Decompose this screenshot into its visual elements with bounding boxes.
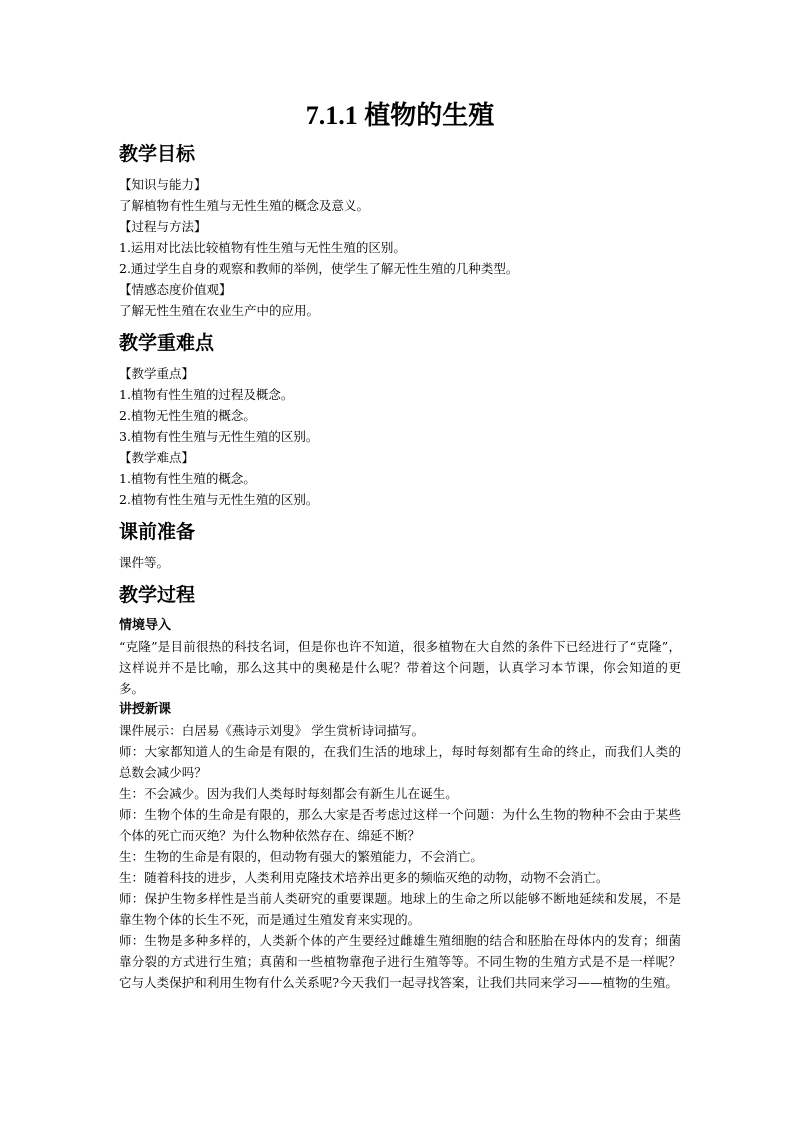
focus-label: 【教学重点】 [119,366,195,381]
difficulty-item: 1.植物有性生殖的概念。 [119,471,256,486]
process-item: 2.通过学生自身的观察和教师的举例，使学生了解无性生殖的几种类型。 [119,261,519,276]
dialogue-paragraph: 课件展示：白居易《燕诗示刘叟》 学生赏析诗词描写。 [119,723,425,738]
focus-item: 1.植物有性生殖的过程及概念。 [119,387,294,402]
difficulty-item: 2.植物有性生殖与无性生殖的区别。 [119,492,319,507]
process-label: 【过程与方法】 [119,219,207,234]
attitude-text: 了解无性生殖在农业生产中的应用。 [119,303,320,318]
dialogue-paragraph: 生：随着科技的进步，人类利用克隆技术培养出更多的频临灭绝的动物，动物不会消亡。 [119,870,609,885]
section-key-points [119,329,681,510]
section-preparation [119,518,681,573]
section-objectives [119,140,681,321]
section-heading-key-points: 教学重难点 [119,332,215,354]
dialogue-paragraph: 师：生物个体的生命是有限的，那么大家是否考虑过这样一个问题：为什么生物的物种不会由于某些个体的死亡而灭绝？为什么物种依然存在、绵延不断？ [119,807,681,843]
document-title: 7.1.1 植物的生殖 [305,101,495,130]
process-item: 1.运用对比法比较植物有性生殖与无性生殖的区别。 [119,240,406,255]
difficulty-label: 【教学难点】 [119,450,195,465]
new-lesson-label: 讲授新课 [119,702,172,717]
preparation-text: 课件等。 [119,555,170,570]
attitude-label: 【情感态度价值观】 [119,282,232,297]
section-process [119,581,681,993]
intro-text: “克隆”是目前很热的科技名词，但是你也许不知道，很多植物在大自然的条件下已经进行了“克隆”，这样说并不是比喻，那么这其中的奥秘是什么呢？带着这个问题，认真学习本节课，你会知道的更多。 [119,639,681,696]
focus-item: 2.植物无性生殖的概念。 [119,408,256,423]
dialogue-paragraph: 生：不会减少。因为我们人类每时每刻都会有新生儿在诞生。 [119,786,458,801]
knowledge-text: 了解植物有性生殖与无性生殖的概念及意义。 [119,198,370,213]
dialogue-paragraph: 生：生物的生命是有限的，但动物有强大的繁殖能力，不会消亡。 [119,849,483,864]
dialogue-paragraph: 师：生物是多种多样的，人类新个体的产生要经过雌雄生殖细胞的结合和胚胎在母体内的发育；细菌靠分裂的方式进行生殖；真菌和一些植物靠孢子进行生殖等等。不同生物的生殖方式是不是一样呢？它与人类保护和利用生物有什么关系呢?今天我们一起寻找答案，让我们共同来学习——植物的生殖。 [119,933,681,990]
section-heading-preparation: 课前准备 [119,521,196,543]
focus-item: 3.植物有性生殖与无性生殖的区别。 [119,429,319,444]
document-page [119,96,681,993]
dialogue-paragraph: 师：保护生物多样性是当前人类研究的重要课题。地球上的生命之所以能够不断地延续和发展，不是靠生物个体的长生不死，而是通过生殖发育来实现的。 [119,891,681,927]
section-heading-process: 教学过程 [119,584,196,606]
dialogue-paragraph: 师：大家都知道人的生命是有限的，在我们生活的地球上，每时每刻都有生命的终止，而我们人类的总数会减少吗？ [119,744,681,780]
intro-label: 情境导入 [119,618,172,633]
section-heading-objectives: 教学目标 [119,143,196,165]
knowledge-label: 【知识与能力】 [119,177,207,192]
